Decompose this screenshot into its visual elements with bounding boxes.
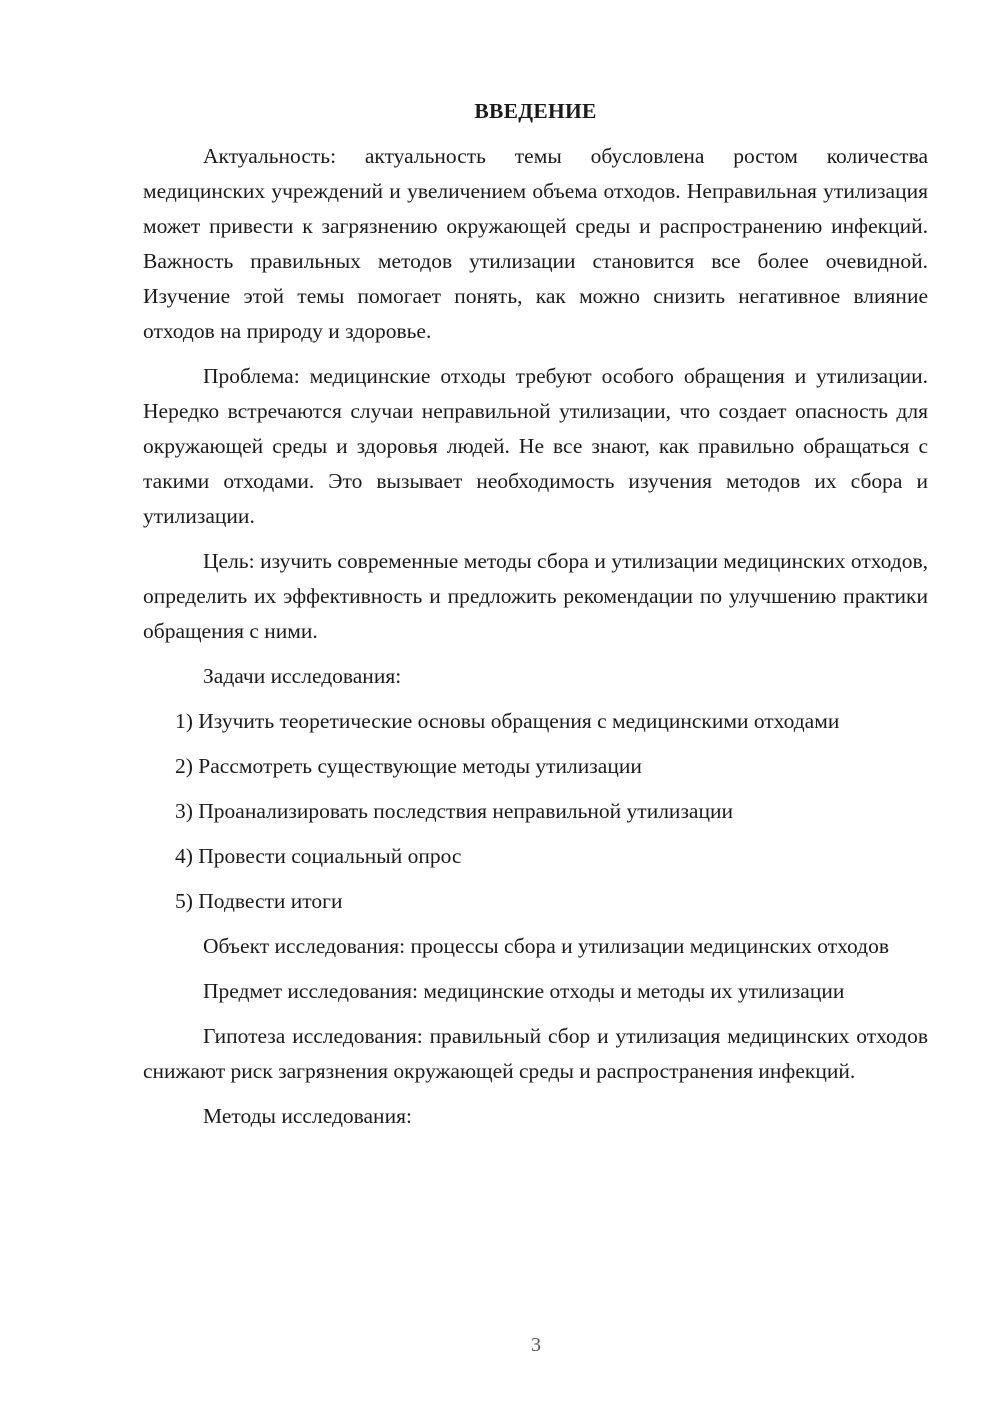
task-item-3: 3) Проанализировать последствия неправильной утилизации bbox=[175, 799, 733, 823]
relevance-paragraph: Актуальность: актуальность темы обусловлена ростом количества медицинских учреждений и увеличением объема отходов. Неправильная утилизация может привести к загрязнению окружающей среды и распространению инфекций. Важность правильных методов утилизации становится все более очевидной. Изучение этой темы помогает понять, как можно снизить негативное влияние отходов на природу и здоровье. bbox=[143, 144, 928, 343]
task-item-4: 4) Провести социальный опрос bbox=[175, 844, 462, 868]
task-item-1: 1) Изучить теоретические основы обращения с медицинскими отходами bbox=[175, 709, 840, 733]
hypothesis-paragraph: Гипотеза исследования: правильный сбор и утилизация медицинских отходов снижают риск загрязнения окружающей среды и распространения инфекций. bbox=[143, 1024, 928, 1083]
task-item-5: 5) Подвести итоги bbox=[175, 889, 343, 913]
page-number: 3 bbox=[531, 1334, 541, 1356]
problem-paragraph: Проблема: медицинские отходы требуют особого обращения и утилизации. Нередко встречаются случаи неправильной утилизации, что создает опасность для окружающей среды и здоровья людей. Не все знают, как правильно обращаться с такими отходами. Это вызывает необходимость изучения методов их сбора и утилизации. bbox=[143, 364, 928, 528]
task-item-2: 2) Рассмотреть существующие методы утилизации bbox=[175, 754, 642, 778]
methods-heading: Методы исследования: bbox=[203, 1104, 412, 1128]
subject-paragraph: Предмет исследования: медицинские отходы и методы их утилизации bbox=[203, 979, 845, 1003]
document-page bbox=[143, 94, 928, 1144]
object-paragraph: Объект исследования: процессы сбора и утилизации медицинских отходов bbox=[203, 934, 890, 958]
goal-paragraph: Цель: изучить современные методы сбора и утилизации медицинских отходов, определить их эффективность и предложить рекомендации по улучшению практики обращения с ними. bbox=[143, 549, 928, 643]
section-title: ВВЕДЕНИЕ bbox=[474, 99, 597, 123]
tasks-heading: Задачи исследования: bbox=[203, 664, 402, 688]
